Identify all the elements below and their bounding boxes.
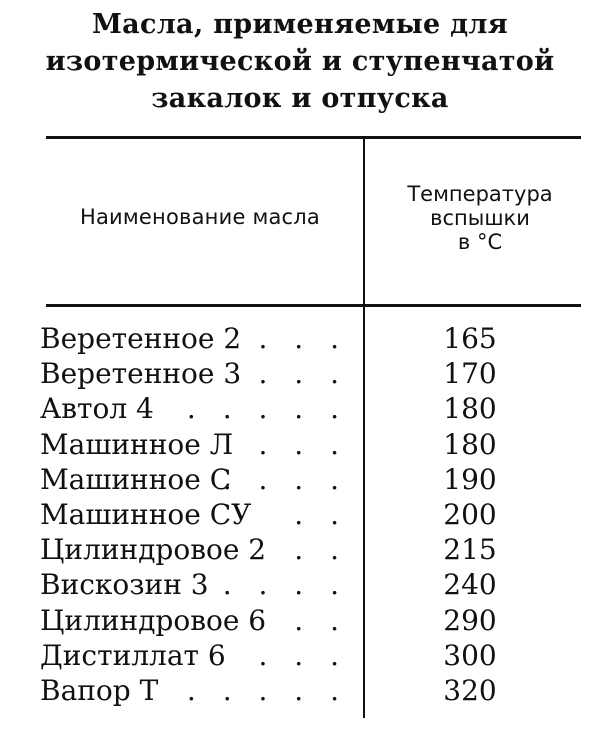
table-top-rule <box>46 136 581 139</box>
flash-point-value: 180 <box>443 392 497 426</box>
leader-dots: . . . . . <box>186 392 348 426</box>
leader-dots: . . . <box>258 427 348 461</box>
flash-point-value: 180 <box>443 427 497 461</box>
column-header-temperature <box>375 182 585 254</box>
header-bottom-rule <box>46 304 581 307</box>
oil-name: Вапор Т <box>40 673 159 707</box>
temp-header-line-1: Температура <box>407 182 553 206</box>
flash-point-value: 190 <box>443 462 497 496</box>
table-row <box>0 428 600 463</box>
leader-dots: . . . <box>258 357 348 391</box>
table-row <box>0 498 600 533</box>
leader-dots: . . <box>294 603 348 637</box>
flash-point-value: 320 <box>443 673 497 707</box>
leader-dots: . . <box>294 533 348 567</box>
table-row <box>0 568 600 603</box>
temp-header-line-2: вспышки <box>430 206 530 230</box>
oil-name: Цилиндровое 6 <box>40 603 267 637</box>
flash-point-value: 300 <box>443 638 497 672</box>
table-row <box>0 674 600 709</box>
oil-name: Машинное С <box>40 462 232 496</box>
flash-point-value: 215 <box>443 533 497 567</box>
leader-dots: . . . . <box>222 462 348 496</box>
table-title <box>0 6 600 117</box>
table-row <box>0 639 600 674</box>
table-row <box>0 533 600 568</box>
table-body <box>0 322 600 709</box>
table-row <box>0 604 600 639</box>
leader-dots: . . <box>294 497 348 531</box>
leader-dots: . . . <box>258 322 348 355</box>
column-header-name: Наименование масла <box>79 205 320 229</box>
oil-name: Веретенное 3 <box>40 357 242 391</box>
oil-name: Цилиндровое 2 <box>40 533 267 567</box>
flash-point-value: 240 <box>443 568 497 602</box>
oil-name: Вискозин 3 <box>40 568 209 602</box>
table-row <box>0 357 600 392</box>
oil-name: Дистиллат 6 <box>40 638 226 672</box>
leader-dots: . . . . . <box>186 673 348 707</box>
oil-name: Машинное СУ <box>40 497 252 531</box>
flash-point-value: 170 <box>443 357 497 391</box>
leader-dots: . . . . <box>222 568 348 602</box>
leader-dots: . . . <box>258 638 348 672</box>
title-line-3: закалок и отпуска <box>151 83 449 114</box>
title-line-1: Масла, применяемые для <box>91 9 509 40</box>
table-row <box>0 392 600 427</box>
flash-point-value: 165 <box>443 322 497 355</box>
oil-name: Автол 4 <box>40 392 154 426</box>
table-row <box>0 463 600 498</box>
oil-name: Машинное Л <box>40 427 234 461</box>
title-line-2: изотермической и ступенчатой <box>45 46 555 77</box>
oil-name: Веретенное 2 <box>40 322 242 355</box>
flash-point-value: 200 <box>443 497 497 531</box>
table-row <box>0 322 600 357</box>
flash-point-value: 290 <box>443 603 497 637</box>
temp-header-line-3: в °С <box>457 230 503 254</box>
